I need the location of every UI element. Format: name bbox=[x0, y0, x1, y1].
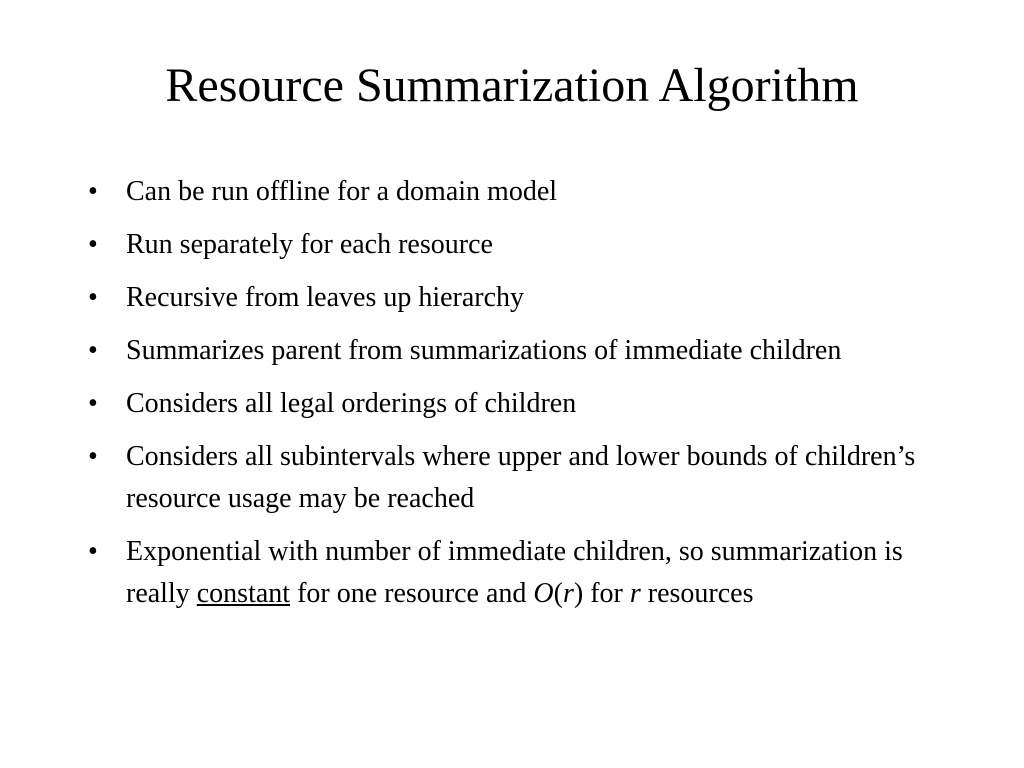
bullet-glyph: • bbox=[88, 335, 98, 366]
bullet-text-part-3: for bbox=[583, 578, 630, 609]
bullet-text: Can be run offline for a domain model bbox=[126, 176, 558, 207]
bullet-item bbox=[88, 277, 948, 319]
r-variable-2: r bbox=[629, 578, 641, 609]
close-paren: ) bbox=[573, 578, 584, 609]
bullet-text-part-1: Exponential with number of immediate children, so summarization is really bbox=[126, 536, 903, 609]
bullet-text: Summarizes parent from summarizations of immediate children bbox=[126, 335, 842, 366]
bullet-text: Run separately for each resource bbox=[126, 229, 493, 260]
bullet-text-part-4: resources bbox=[640, 578, 754, 609]
bullet-list bbox=[88, 171, 948, 626]
underlined-word-constant: constant bbox=[196, 578, 291, 609]
bullet-item bbox=[88, 330, 948, 372]
bullet-text: Considers all legal orderings of children bbox=[126, 388, 577, 419]
bullet-glyph: • bbox=[88, 176, 98, 207]
bullet-item bbox=[88, 383, 948, 425]
r-variable: r bbox=[562, 578, 574, 609]
bullet-item bbox=[88, 224, 948, 266]
bullet-text: Recursive from leaves up hierarchy bbox=[126, 282, 525, 313]
bullet-glyph: • bbox=[88, 441, 98, 472]
bullet-glyph: • bbox=[88, 388, 98, 419]
bullet-glyph: • bbox=[88, 536, 98, 567]
bullet-item bbox=[88, 171, 948, 213]
slide-title: Resource Summarization Algorithm bbox=[165, 59, 859, 112]
bullet-text-part-2: for one resource and bbox=[290, 578, 534, 609]
open-paren: ( bbox=[553, 578, 563, 609]
bullet-glyph: • bbox=[88, 282, 98, 313]
big-o-symbol: O bbox=[533, 578, 554, 609]
bullet-item bbox=[88, 436, 948, 520]
bullet-glyph: • bbox=[88, 229, 98, 260]
bullet-text: Considers all subintervals where upper and lower bounds of children’s resource usage may be reached bbox=[126, 441, 916, 514]
bullet-item-last bbox=[88, 531, 948, 615]
